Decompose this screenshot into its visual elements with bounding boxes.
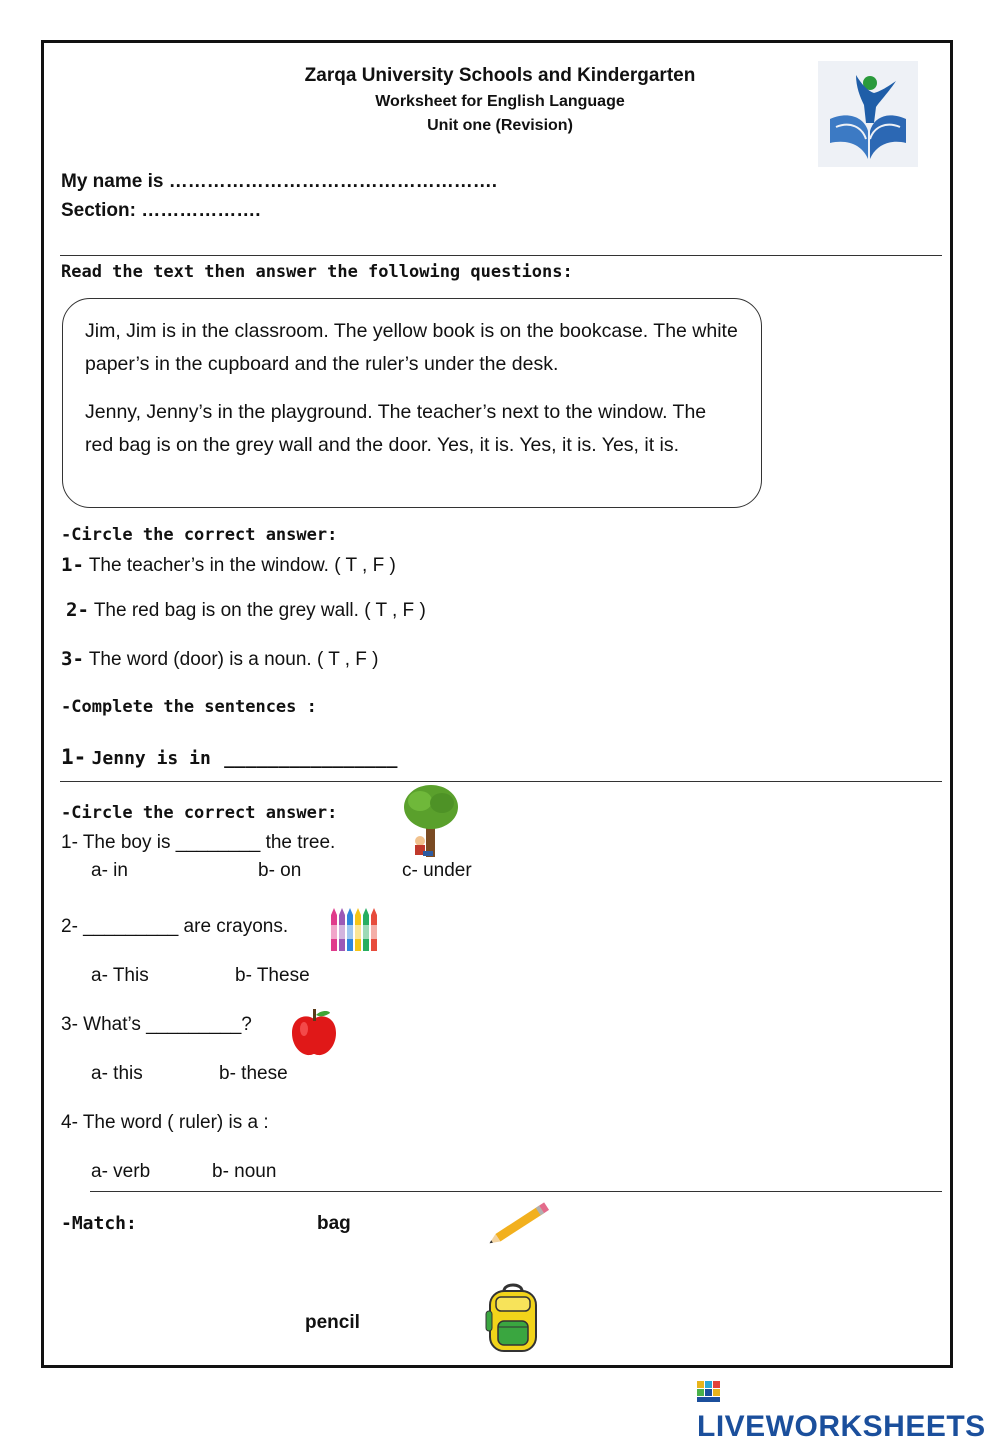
match-heading: -Match: — [61, 1213, 137, 1234]
divider — [60, 781, 942, 782]
complete-text: Jenny is in — [91, 748, 211, 769]
name-field-label: My name is ……………………………………………. — [61, 171, 497, 192]
mcq-option[interactable]: b- These — [235, 965, 310, 986]
mcq-option[interactable]: b- noun — [212, 1161, 277, 1182]
tf-question-2 — [66, 599, 426, 622]
reading-instruction: Read the text then answer the following questions: — [61, 262, 573, 282]
divider — [60, 255, 942, 256]
school-title: Zarqa University Schools and Kindergarten — [304, 65, 696, 86]
mcq-question-2: 2- _________ are crayons. — [61, 916, 289, 937]
complete-sentence-1 — [61, 745, 397, 770]
crayons-illustration — [330, 907, 378, 953]
tf-text: The teacher’s in the window. ( T , F ) — [88, 555, 396, 576]
tf-heading: -Circle the correct answer: — [61, 525, 338, 545]
mcq-option[interactable]: a- verb — [91, 1161, 151, 1182]
tf-number: 3- — [61, 648, 84, 670]
mcq-heading: -Circle the correct answer: — [61, 803, 338, 823]
unit-title: Unit one (Revision) — [427, 117, 573, 134]
tf-number: 1- — [61, 554, 84, 576]
match-word-bag[interactable]: bag — [317, 1213, 351, 1234]
tf-number: 2- — [66, 599, 89, 621]
complete-number: 1- — [61, 745, 87, 769]
answer-blank[interactable]: ________________ — [224, 748, 398, 769]
liveworksheets-brand — [697, 1376, 1000, 1444]
tf-text: The red bag is on the grey wall. ( T , F ) — [93, 600, 426, 621]
tf-question-1 — [61, 554, 396, 577]
mcq-question-1: 1- The boy is ________ the tree. — [61, 832, 336, 853]
mcq-option[interactable]: a- This — [91, 965, 149, 986]
mcq-option[interactable]: a- this — [91, 1063, 143, 1084]
pencil-picture[interactable] — [482, 1199, 558, 1249]
apple-illustration — [288, 1007, 340, 1057]
divider — [90, 1191, 942, 1192]
section-field-label: Section: ………………. — [61, 200, 261, 221]
mcq-option[interactable]: a- in — [91, 860, 128, 881]
tf-question-3 — [61, 648, 379, 671]
mcq-option[interactable]: b- on — [258, 860, 302, 881]
complete-heading: -Complete the sentences : — [61, 697, 317, 717]
brand-text: LIVEWORKSHEETS — [697, 1410, 986, 1443]
match-word-pencil[interactable]: pencil — [305, 1312, 360, 1333]
school-logo — [818, 61, 918, 167]
brand-logo-icon — [697, 1377, 721, 1399]
mcq-option[interactable]: b- these — [219, 1063, 288, 1084]
reading-passage-box — [62, 298, 762, 508]
passage-paragraph-2: Jenny, Jenny’s in the playground. The teacher’s next to the window. The red bag is on the grey wall and the door. Yes, it is. Yes, it is. Yes, it is. — [85, 401, 707, 456]
passage-paragraph-1: Jim, Jim is in the classroom. The yellow book is on the bookcase. The white paper’s in the cupboard and the ruler’s under the desk. — [85, 320, 738, 375]
mcq-question-4: 4- The word ( ruler) is a : — [61, 1112, 269, 1133]
mcq-question-3: 3- What’s _________? — [61, 1014, 252, 1035]
mcq-option[interactable]: c- under — [402, 860, 472, 881]
backpack-picture[interactable] — [484, 1281, 542, 1355]
worksheet-page — [41, 40, 953, 1368]
tree-boy-illustration — [400, 783, 462, 861]
worksheet-subtitle: Worksheet for English Language — [375, 93, 625, 110]
tf-text: The word (door) is a noun. ( T , F ) — [88, 649, 379, 670]
